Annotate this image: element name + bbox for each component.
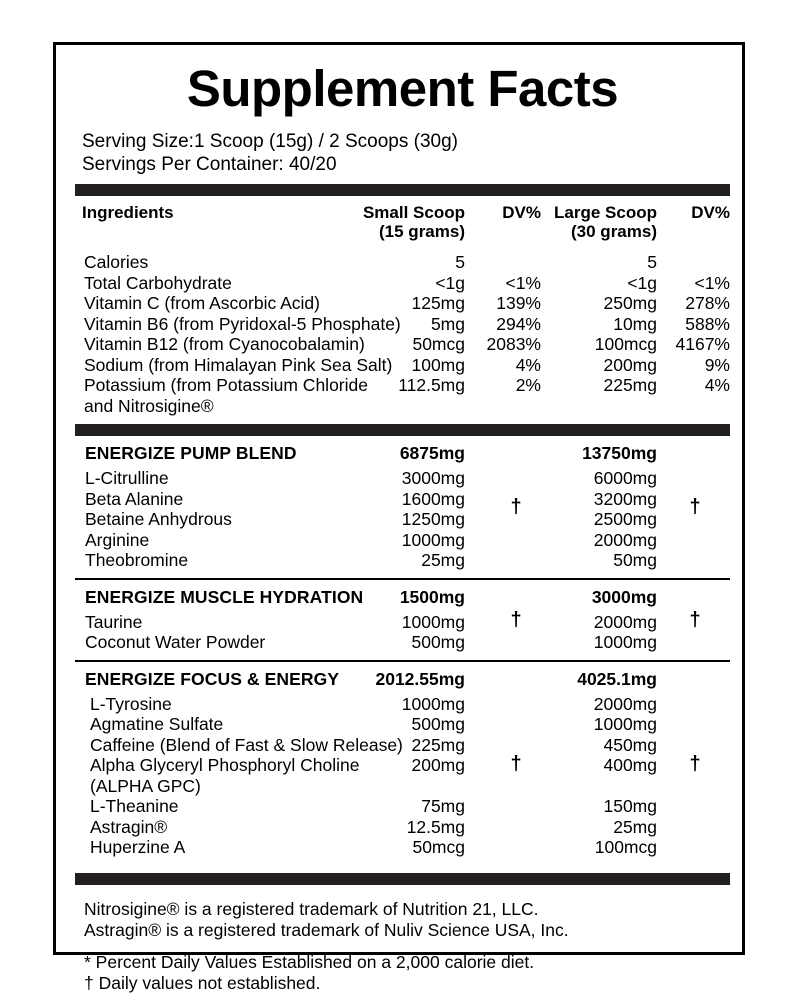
blend-heading: ENERGIZE MUSCLE HYDRATION [85, 586, 364, 607]
nutrient-small-scoop-value: 125mg [411, 293, 465, 313]
ingredient-large-scoop-value: 6000mg [593, 468, 657, 488]
ingredient-large-scoop-value: 25mg [613, 816, 657, 837]
nutrient-small-scoop-value: 50mcg [412, 334, 465, 354]
column-header-large-scoop-sub: (30 grams) [571, 222, 657, 241]
blend-divider-bar [75, 424, 730, 436]
nutrient-name: Vitamin B6 (from Pyridoxal-5 Phosphate) [84, 313, 401, 334]
dagger-note: † Daily values not established. [84, 972, 321, 993]
table-row [75, 530, 730, 551]
blend-section [75, 662, 730, 865]
supplement-facts-panel [53, 42, 745, 993]
table-row [75, 489, 730, 510]
trademark-note-nitrosigine: Nitrosigine® is a registered trademark of Nutrition 21, LLC. [84, 898, 539, 919]
ingredient-small-scoop-value: 1600mg [401, 488, 465, 509]
nutrient-large-scoop-dv: <1% [694, 272, 730, 293]
ingredient-large-scoop-value: 400mg [603, 755, 657, 775]
ingredient-name: Alpha Glyceryl Phosphoryl Choline [90, 755, 360, 775]
blend-total-large: 3000mg [591, 586, 657, 607]
ingredient-large-scoop-value: 2000mg [593, 611, 657, 632]
trademark-note-astragin: Astragin® is a registered trademark of Nuliv Science USA, Inc. [84, 919, 569, 940]
panel-inner [75, 45, 730, 993]
table-row [75, 817, 730, 838]
ingredient-small-scoop-value: 75mg [421, 796, 465, 816]
blend-section [75, 580, 730, 660]
ingredient-large-scoop-value: 2500mg [593, 509, 657, 529]
nutrient-large-scoop-value: 10mg [613, 313, 657, 334]
ingredient-name: Theobromine [85, 550, 189, 570]
nutrient-name: Potassium (from Potassium Chloride [84, 375, 368, 395]
ingredient-large-scoop-value: 1000mg [593, 714, 657, 734]
table-row [75, 273, 730, 294]
table-row [75, 608, 730, 633]
nutrient-large-scoop-dv: 4% [704, 375, 730, 395]
column-header-dv2: DV% [691, 203, 730, 222]
footnote-gap [84, 941, 730, 952]
nutrient-small-scoop-dv: 139% [496, 293, 541, 313]
serving-size: Serving Size:1 Scoop (15g) / 2 Scoops (30g) [82, 131, 458, 152]
column-header-dv1: DV% [502, 203, 541, 222]
ingredient-name: Coconut Water Powder [85, 632, 266, 652]
ingredient-small-scoop-value: 12.5mg [406, 816, 465, 837]
ingredient-name: L-Tyrosine [90, 693, 172, 714]
table-row [75, 694, 730, 715]
ingredient-large-scoop-value: 2000mg [593, 693, 657, 714]
nutrient-large-scoop-value: 225mg [603, 375, 657, 395]
nutrient-name: Total Carbohydrate [84, 272, 232, 293]
nutrient-name: Sodium (from Himalayan Pink Sea Salt) [84, 354, 393, 375]
blend-items [75, 464, 730, 571]
ingredient-small-scoop-value: 25mg [421, 550, 465, 570]
blend-total-large: 4025.1mg [577, 668, 657, 689]
table-row [75, 375, 730, 396]
nutrient-table [75, 252, 730, 416]
nutrient-name-continuation: and Nitrosigine® [84, 395, 214, 416]
nutrient-name: Vitamin B12 (from Cyanocobalamin) [84, 334, 365, 354]
ingredient-name: Huperzine A [90, 837, 186, 857]
nutrient-small-scoop-dv: 4% [515, 354, 541, 375]
ingredient-name: Arginine [85, 529, 150, 550]
ingredient-large-scoop-value: 100mcg [594, 837, 657, 857]
ingredient-small-scoop-value: 1000mg [401, 693, 465, 714]
nutrient-large-scoop-dv: 4167% [675, 334, 730, 354]
column-header-small-scoop-sub: (15 grams) [379, 222, 465, 241]
table-row [75, 752, 730, 776]
table-row [75, 509, 730, 530]
ingredient-small-scoop-value: 50mcg [412, 837, 465, 857]
ingredient-small-scoop-value: 500mg [411, 632, 465, 652]
ingredient-name: L-Citrulline [85, 468, 169, 488]
blend-section [75, 436, 730, 578]
ingredient-large-scoop-value: 450mg [603, 734, 657, 755]
ingredient-name: Agmatine Sulfate [90, 714, 224, 734]
ingredient-name: Astragin® [90, 816, 168, 837]
column-header-large-scoop: Large Scoop (30 grams) [541, 203, 657, 241]
blend-total-small: 2012.55mg [375, 668, 465, 689]
page-title: Supplement Facts [186, 60, 619, 117]
nutrient-large-scoop-value: 250mg [603, 293, 657, 313]
nutrient-small-scoop-value: 100mg [411, 354, 465, 375]
nutrient-name: Calories [84, 252, 149, 272]
nutrient-name: Vitamin C (from Ascorbic Acid) [84, 293, 320, 313]
column-header-small-scoop: Small Scoop (15 grams) [362, 203, 465, 241]
ingredient-small-scoop-value: 225mg [411, 734, 465, 755]
ingredient-small-scoop-value: 3000mg [401, 468, 465, 488]
nutrient-large-scoop-value: 100mcg [594, 334, 657, 354]
ingredient-large-scoop-value: 150mg [603, 796, 657, 816]
dagger-large-scoop: † [689, 608, 701, 631]
ingredient-small-scoop-value: 1000mg [401, 611, 465, 632]
dagger-small-scoop: † [510, 752, 522, 775]
ingredient-name: Caffeine (Blend of Fast & Slow Release) [90, 734, 403, 755]
blend-heading: ENERGIZE PUMP BLEND [85, 443, 297, 463]
ingredient-name-continuation: (ALPHA GPC) [90, 775, 201, 796]
serving-info [75, 130, 730, 176]
servings-per-container: Servings Per Container: 40/20 [82, 154, 337, 175]
ingredient-name: Beta Alanine [85, 488, 184, 509]
nutrient-small-scoop-value: <1g [435, 272, 465, 293]
blend-heading: ENERGIZE FOCUS & ENERGY [85, 668, 340, 689]
table-row [75, 714, 730, 735]
footnotes [75, 885, 730, 994]
blend-heading-row [75, 442, 730, 464]
table-row [75, 550, 730, 571]
ingredient-name: Taurine [85, 611, 143, 632]
ingredient-small-scoop-value: 1000mg [401, 529, 465, 550]
nutrient-large-scoop-value: 200mg [603, 354, 657, 375]
nutrient-large-scoop-value: 5 [647, 252, 657, 272]
footer-divider-bar [75, 873, 730, 885]
nutrient-small-scoop-value: 5mg [430, 313, 465, 334]
table-row [75, 334, 730, 355]
table-row [75, 632, 730, 653]
blend-items [75, 608, 730, 653]
blend-total-large: 13750mg [582, 443, 657, 463]
table-row [75, 468, 730, 489]
table-row [75, 355, 730, 376]
ingredient-large-scoop-value: 2000mg [593, 529, 657, 550]
blend-total-small: 1500mg [399, 586, 465, 607]
table-row [75, 252, 730, 273]
nutrient-large-scoop-value: <1g [627, 272, 657, 293]
blend-sections [75, 436, 730, 865]
nutrient-small-scoop-value: 5 [455, 252, 465, 272]
nutrient-large-scoop-dv: 278% [685, 293, 730, 313]
blend-total-small: 6875mg [399, 443, 465, 463]
ingredient-small-scoop-value: 1250mg [401, 509, 465, 529]
blend-heading-row [75, 586, 730, 608]
nutrient-small-scoop-dv: 2% [515, 375, 541, 395]
nutrient-small-scoop-dv: <1% [505, 272, 541, 293]
nutrient-large-scoop-dv: 588% [685, 313, 730, 334]
blend-items [75, 690, 730, 858]
column-header-ingredients: Ingredients [82, 203, 174, 222]
dagger-small-scoop: † [510, 496, 522, 518]
nutrient-small-scoop-value: 112.5mg [398, 375, 465, 395]
dagger-small-scoop: † [510, 608, 522, 631]
table-row [75, 796, 730, 817]
daily-value-note: * Percent Daily Values Established on a 2,000 calorie diet. [84, 951, 535, 972]
ingredient-large-scoop-value: 3200mg [593, 488, 657, 509]
table-row [75, 293, 730, 314]
ingredient-large-scoop-value: 50mg [613, 550, 657, 570]
header-divider-bar [75, 184, 730, 196]
ingredient-small-scoop-value: 200mg [411, 755, 465, 775]
table-row [75, 837, 730, 858]
ingredient-name: L-Theanine [90, 796, 179, 816]
ingredient-small-scoop-value: 500mg [411, 714, 465, 734]
blend-heading-row [75, 668, 730, 690]
table-header-row [75, 196, 730, 241]
table-row [75, 314, 730, 335]
nutrient-small-scoop-dv: 2083% [486, 334, 541, 354]
dagger-large-scoop: † [689, 496, 701, 518]
nutrient-large-scoop-dv: 9% [704, 354, 730, 375]
ingredient-name: Betaine Anhydrous [85, 509, 232, 529]
ingredient-large-scoop-value: 1000mg [593, 632, 657, 652]
table-row [75, 735, 730, 756]
dagger-large-scoop: † [689, 752, 701, 775]
nutrient-small-scoop-dv: 294% [496, 313, 541, 334]
